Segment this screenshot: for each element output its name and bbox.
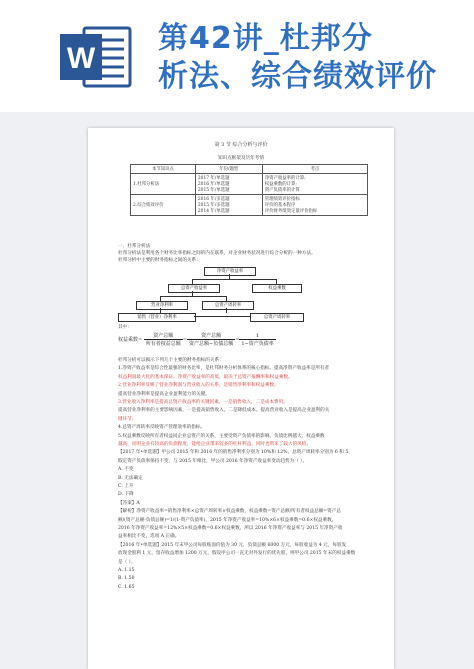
text-line: 5.权益乘数反映所有者权益同企业总资产的关系，主要受资产负债率的影响。负债比例越大，权益乘数	[118, 433, 325, 439]
text-line: 权益利润最大化的基本保证。净资产收益率的高低，取决于总资产报酬率和权益乘数。	[118, 374, 293, 380]
title-line-1: 第42讲_杜邦分	[158, 21, 373, 56]
text-line: B. 无法确定	[118, 475, 143, 481]
text-line: 1.净资产收益率是综合性最强的财务比率，是杜邦财务分析体系的核心指标。提高净资产收益率是所有者	[118, 366, 330, 372]
formula-fraction	[187, 332, 235, 347]
text-line: 提高营业净利率是提高企业盈利能力的关键。	[118, 391, 210, 397]
table-header-cell: 考点	[262, 165, 367, 174]
tree-connector	[226, 308, 227, 313]
tree-node-level3: 总资产周转率	[202, 301, 254, 310]
text-line: 键环节。	[118, 416, 137, 422]
text-line: C. 1.65	[118, 584, 135, 590]
text-line: 3.营业收入净利率是提高总资产收益率的关键因素，一是销售收入，二是成本费用。	[118, 400, 288, 405]
table-cell-years	[195, 195, 262, 216]
tree-connector	[192, 279, 276, 280]
year-item: 2015 年/单选题	[197, 188, 230, 193]
tree-node-root: 净资产收益率	[204, 267, 256, 276]
text-line: A. 1.15	[118, 568, 135, 573]
table-row	[131, 195, 368, 216]
tree-connector	[160, 296, 226, 297]
year-item: 2017 年/单选题	[197, 176, 230, 181]
fraction-denominator: 1−资产负债率	[241, 340, 274, 347]
year-item: 2016 年/单选题	[197, 182, 230, 187]
text-line: 益率相比不变，选项 A 正确。	[118, 534, 180, 540]
text-line: 2.营业净利率反映了营业净利润与营业收入的关系，是销售净利率和权益乘数。	[118, 383, 279, 389]
text-line: C. 上升	[118, 484, 134, 489]
section-heading: 第 3 节 综合分析与评价	[214, 142, 268, 148]
text-line: B. 1.50	[118, 576, 135, 582]
tree-node-level2: 总资产收益率	[168, 284, 220, 293]
page-title	[158, 20, 468, 96]
point-item: 管理绩效评价指标	[264, 197, 300, 202]
table-cell-topic: 2.综合绩效评价	[131, 195, 196, 216]
text-line: 提高营业净利率的主要影响因素，一是提高销售收入，二是降低成本。提高营业收入是提高企业盈利的关	[118, 408, 330, 414]
text-line: D. 下降	[118, 492, 134, 498]
table-header-row	[131, 165, 368, 174]
text-line: 【2017 年•单选题】甲公司 2015 年和 2016 年的销售净利率分别为 10%和 12%，总资产周转率分别为 6 和 5，	[118, 450, 353, 456]
point-item: 权益乘数的计算;	[264, 182, 297, 187]
tree-node-level4: 销售（营业）净利率	[118, 313, 196, 322]
tree-node-level2: 权益乘数	[252, 284, 302, 293]
text-line: 放现金股利 1 元，留存收益增加 1200 万元，假设甲公司一直无对外发行的优先股，则甲公司 2015 年末的权益乘数	[118, 551, 356, 557]
table-cell-points	[262, 174, 367, 195]
text-line: 越高，说明企业有较高的负债程度，能给企业带来较多的杠杆利益，同时也带来了较大的风险。	[118, 442, 311, 447]
formula-lhs: 权益乘数=	[118, 337, 143, 343]
point-item: 净资产收益率的计算;	[264, 176, 306, 181]
tree-node-level3: 营业净利率	[136, 301, 188, 310]
fraction-denominator: 资产总额−负债总额	[189, 341, 234, 347]
document-page	[88, 128, 394, 669]
table-cell-points	[262, 195, 367, 216]
year-item: 2016 年/多选题	[197, 197, 230, 202]
text-line: 【2016 年•单选题】2015 年末甲公司每股账面价值为 30 元，负债总额 6000 万元，每股收益为 4 元，每股发	[118, 542, 347, 548]
text-line: A. 不变	[118, 467, 134, 473]
tree-node-level4: 总资产周转率	[250, 313, 304, 322]
text-line: 是（ ）。	[118, 559, 136, 565]
paragraph: 杜邦分析中主要的财务指标之间的关系：	[118, 258, 201, 263]
table-header-cell: 年份/题型	[195, 165, 262, 174]
table-cell-topic: 1.杜邦分析法	[131, 174, 196, 195]
tree-connector	[194, 316, 250, 317]
fraction-numerator: 资产总额	[187, 332, 235, 340]
formula-fraction	[144, 332, 183, 347]
year-item: 2014 年/单选题	[197, 209, 230, 214]
word-logo-letter: W	[66, 42, 96, 75]
point-item: 评价财务绩效定量评价指标	[264, 209, 318, 214]
point-item: 评价的基本程序	[264, 203, 296, 208]
knowledge-table	[130, 164, 368, 216]
fraction-numerator: 1	[239, 333, 275, 340]
year-item: 2015 年/多选题	[197, 203, 230, 208]
text-line: 2016 年净资产收益率=12%×5×权益乘数=0.6×权益乘数，所以 2016 年净资产收益率与 2015 年净资产收	[118, 526, 343, 531]
fraction-numerator: 资产总额	[144, 332, 183, 340]
formula-fraction	[239, 333, 275, 347]
table-row	[131, 174, 368, 195]
text-line: 假定资产负债率保持不变，与 2015 年相比，甲公司 2016 年净资产收益率变动趋势为（ ）。	[118, 458, 308, 464]
text-line: 4.总资产周转率反映资产管理效率的指标。	[118, 425, 206, 431]
fraction-denominator: 所有者权益总额	[145, 341, 181, 347]
header-banner	[0, 0, 474, 112]
text-line: 【答案】A	[118, 500, 140, 506]
title-line-2: 析法、综合绩效评价	[158, 59, 437, 94]
table-header-cell: 本节知识点	[131, 165, 196, 174]
text-line: 杜邦分析可以揭示下列几个主要的财务指标的关系：	[118, 358, 224, 363]
subheading-dupont: 一、杜邦分析法	[118, 244, 151, 249]
equity-multiplier-formula: 权益乘数= $\frac{\text{资产总额}}{\text{所有者权益总额}}$ = $\frac{\text{资产总额}}{\text{资产总额−负债总额}}$ = $\frac{1}{\text{1−资产负债率}}$	[118, 332, 274, 347]
paragraph: 杜邦分析法是利用各个财务比率指标之间的内在联系，对企业财务状况进行综合分析的一种方法。	[118, 251, 316, 256]
label-qizhong: 其中：	[118, 325, 132, 330]
table-caption: 知识点框架及历年考情	[218, 156, 264, 161]
text-line: 额/(资产总额-负债总额)=1/(1-资产负债率)，2015 年净资产收益率=10%×6×权益乘数=0.6×权益乘数，	[118, 517, 337, 523]
text-line: 【解析】净资产收益率=销售净利率×总资产周转率×权益乘数，权益乘数=资产总额/所有者权益总额=资产总	[118, 509, 341, 515]
point-item: 资产负债率的计算	[264, 188, 300, 193]
word-document-icon	[58, 24, 134, 90]
table-cell-years	[195, 174, 262, 195]
